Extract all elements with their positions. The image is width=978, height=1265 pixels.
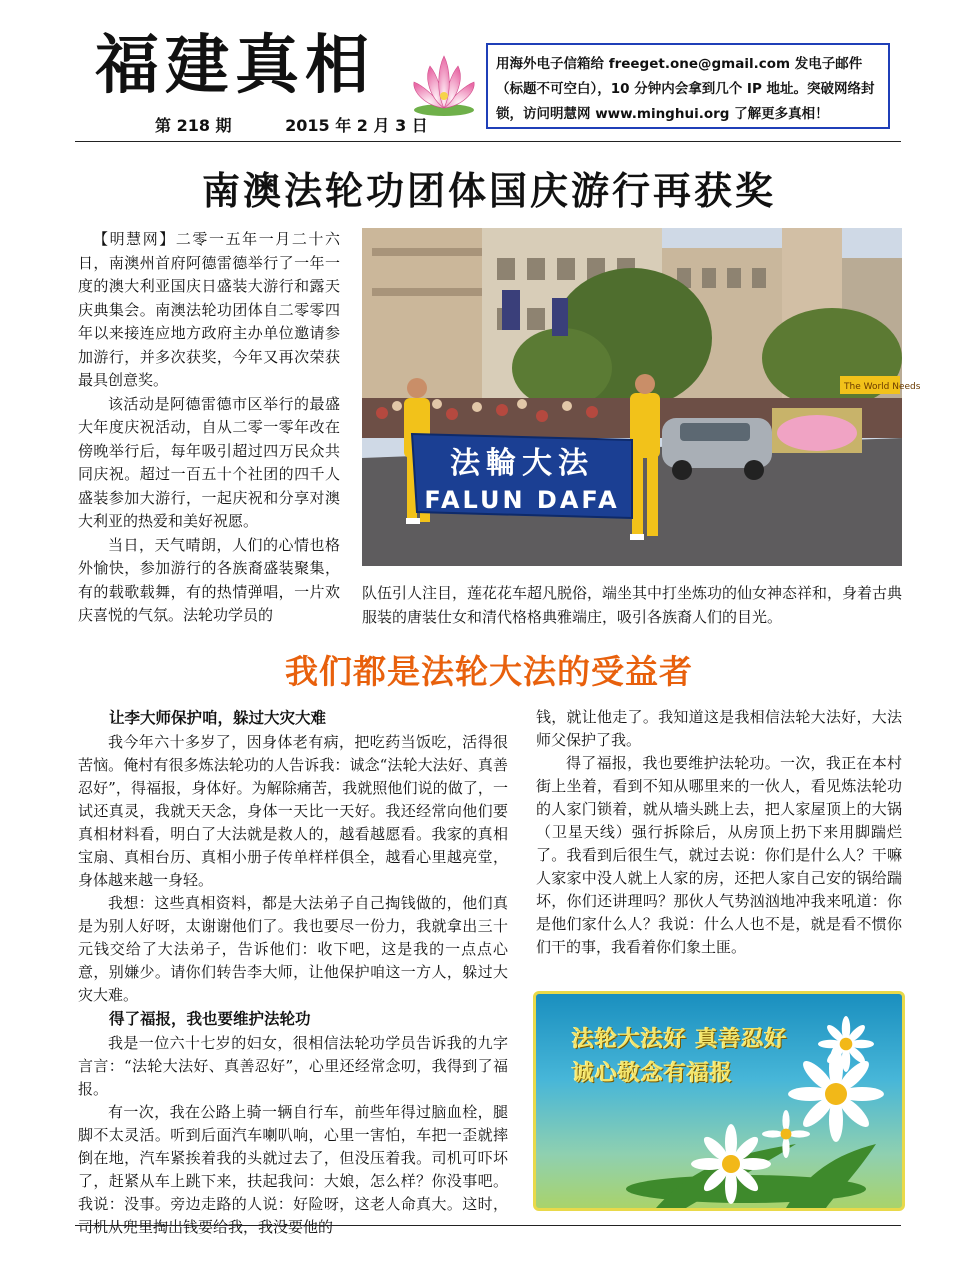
right-paragraph-1: 钱，就让他走了。我知道这是我相信法轮大法好，大法师父保护了我。 xyxy=(536,708,902,749)
article1-paragraph-1: 【明慧网】二零一五年一月二十六日，南澳州首府阿德雷德举行了一年一度的澳大利亚国庆日盛装大游行和露天庆典集会。南澳法轮功团体自二零零四年以来接连应地方政府主办单位邀请参加游行，并多次获奖，今年又再次荣获最具创意奖。 xyxy=(78,230,340,389)
world-needs-sign: The World Needs xyxy=(844,382,921,392)
article1-paragraph-3: 当日，天气晴朗，人们的心情也格外愉快，参加游行的各族裔盛装聚集，有的载歌载舞，有的热情弹唱，一片欢庆喜悦的气氛。法轮功学员的 xyxy=(78,535,340,624)
left-paragraph-1: 我今年六十多岁了，因身体老有病，把吃药当饭吃，活得很苦恼。俺村有很多炼法轮功的人告诉我：诚念“法轮大法好、真善忍好”，得福报，身体好。为解除痛苦，我就照他们说的做了，一试还真灵，我就天天念，身体一天比一天好。我还经常向他们要真相材料看，明白了大法就是救人的，越看越愿看。我家的真相宝扇、真相台历、真相小册子传单样样俱全，越看心里越亮堂，身体越来越一身轻。 xyxy=(78,733,508,889)
newspaper-title: 福建真相 xyxy=(95,28,375,103)
subhead-protect: 让李大师保护咱，躲过大灾大难 xyxy=(109,709,327,727)
article2-left-column xyxy=(78,706,508,1239)
right-paragraph-2: 得了福报，我也要维护法轮功。一次，我正在本村街上坐着，看到不知从哪里来的一伙人，看见炼法轮功的人家门锁着，就从墙头跳上去，把人家屋顶上的大锅（卫星天线）强行拆除后，从房顶上扔下来用脚踹烂了。我看到后很生气，就过去说：你们是什么人？干嘛人家家中没人就上人家的房，还把人家自己安的锅给踹坏，你们还讲理吗？那伙人气势汹汹地冲我来吼道：你是他们家什么人？我说：什么人也不是，就是看不惯你们干的事，我看着你们象土匪。 xyxy=(536,754,902,956)
daisy-flowers-icon xyxy=(536,994,902,1208)
article1-body xyxy=(78,228,340,628)
issue-date: 2015 年 2 月 3 日 xyxy=(285,116,428,135)
masthead-divider xyxy=(75,141,901,142)
left-paragraph-3: 我是一位六十七岁的妇女，很相信法轮功学员告诉我的九字言言：“法轮大法好、真善忍好”，心里还经常念叨，我得到了福报。 xyxy=(78,1034,508,1098)
left-paragraph-4: 有一次，我在公路上骑一辆自行车，前些年得过脑血栓，腿脚不太灵活。听到后面汽车喇叭响，心里一害怕，车把一歪就摔倒在地，汽车紧挨着我的头就过去了，但没压着我。司机可吓坏了，赶紧从车上跳下来，扶起我问：大娘，怎么样？你没事吧。我说：没事。旁边走路的人说：好险呀，这老人命真大。这时，司机从兜里掏出钱要给我，我没要他的 xyxy=(78,1103,508,1236)
article2-right-column xyxy=(536,706,902,959)
issue-info xyxy=(155,113,476,136)
subhead-blessing: 得了福报，我也要维护法轮功 xyxy=(109,1010,311,1028)
email-notice-box: 用海外电子信箱给 freeget.one@gmail.com 发电子邮件（标题不可空白），10 分钟内会拿到几个 IP 地址。突破网络封锁，访问明慧网 www.minghui.org 了解更多真相！ xyxy=(486,43,890,129)
bottom-divider xyxy=(75,1225,901,1226)
article2-headline: 我们都是法轮大法的受益者 xyxy=(285,652,693,691)
lotus-flower-icon xyxy=(408,52,480,118)
falun-dafa-english-banner-text: FALUN DAFA xyxy=(424,486,620,514)
left-paragraph-2: 我想：这些真相资料，都是大法弟子自己掏钱做的，他们真是为别人好呀，太谢谢他们了。我也要尽一份力，我就拿出三十元钱交给了大法弟子，告诉他们：收下吧，这是我的一点点心意，别嫌少。请你们转告李大师，让他保护咱这一方人，躲过大灾大难。 xyxy=(78,894,508,1004)
falun-dafa-chinese-banner-text: 法輪大法 xyxy=(450,446,594,481)
article1-paragraph-2: 该活动是阿德雷德市区举行的最盛大年度庆祝活动，自从二零一零年改在傍晚举行后，每年吸引超过四万民众共同庆祝。超过一百五十个社团的四千人盛装参加大游行，一起庆祝和分享对澳大利亚的热爱和美好祝愿。 xyxy=(78,394,340,530)
issue-number: 第 218 期 xyxy=(155,116,232,135)
banner-line-2: 诚心敬念有福报 xyxy=(572,1061,734,1086)
parade-photo xyxy=(362,228,921,566)
article1-headline: 南澳法轮功团体国庆游行再获奖 xyxy=(201,168,776,213)
photo-caption: 队伍引人注目，莲花花车超凡脱俗，端坐其中打坐炼功的仙女神态祥和，身着古典服装的唐装仕女和清代格格典雅端庄，吸引各族裔人们的目光。 xyxy=(362,584,903,626)
daisy-1-icon xyxy=(788,1046,884,1142)
blessing-banner xyxy=(533,991,905,1211)
banner-line-1: 法轮大法好 真善忍好 xyxy=(572,1027,788,1052)
